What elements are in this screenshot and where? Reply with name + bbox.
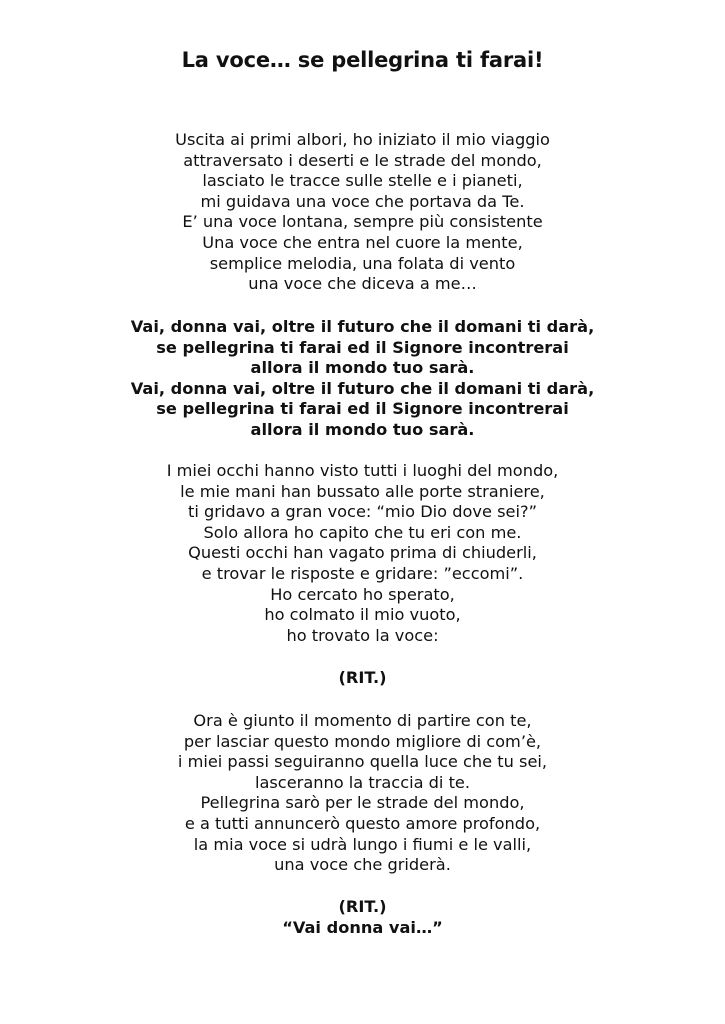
song-title: La voce… se pellegrina ti farai!	[181, 48, 544, 72]
verse-line: la mia voce si udrà lungo i fiumi e le valli,	[193, 834, 532, 854]
verse-line: lasceranno la traccia di te.	[254, 772, 471, 792]
refrain-line: se pellegrina ti farai ed il Signore incontrerai	[156, 337, 569, 357]
verse-line: per lasciar questo mondo migliore di com’è,	[183, 731, 542, 751]
stanza-2	[0, 461, 725, 646]
verse-line: ho trovato la voce:	[286, 625, 439, 645]
verse-line: Questi occhi han vagato prima di chiuderli,	[188, 543, 537, 563]
refrain-marker-2	[0, 897, 725, 938]
verse-line: lasciato le tracce sulle stelle e i pianeti,	[202, 171, 523, 191]
closing-line: “Vai donna vai…”	[282, 917, 443, 937]
refrain-marker-1	[0, 668, 725, 689]
verse-line: I miei occhi hanno visto tutti i luoghi del mondo,	[166, 461, 559, 480]
verse-line: una voce che griderà.	[274, 855, 451, 875]
verse-line: Solo allora ho capito che tu eri con me.	[203, 522, 522, 542]
verse-line: una voce che diceva a me…	[248, 274, 477, 294]
refrain-line: Vai, donna vai, oltre il futuro che il domani ti darà,	[130, 317, 595, 336]
refrain-line: Vai, donna vai, oltre il futuro che il domani ti darà,	[130, 378, 595, 398]
refrain-line: se pellegrina ti farai ed il Signore incontrerai	[156, 399, 569, 419]
verse-line: Pellegrina sarò per le strade del mondo,	[200, 793, 525, 813]
stanza-3	[0, 711, 725, 876]
refrain-line: allora il mondo tuo sarà.	[250, 358, 475, 378]
verse-line: semplice melodia, una folata di vento	[209, 253, 516, 273]
stanza-1	[0, 130, 725, 295]
verse-line: Ho cercato ho sperato,	[270, 584, 455, 604]
verse-line: e a tutti annuncerò questo amore profondo,	[184, 813, 541, 833]
verse-line: Una voce che entra nel cuore la mente,	[202, 232, 523, 252]
refrain	[0, 317, 725, 441]
refrain-marker: (RIT.)	[338, 668, 387, 687]
verse-line: Ora è giunto il momento di partire con te,	[193, 711, 532, 730]
verse-line: Uscita ai primi albori, ho iniziato il mio viaggio	[175, 130, 550, 149]
verse-line: ho colmato il mio vuoto,	[264, 605, 461, 625]
verse-line: E’ una voce lontana, sempre più consistente	[182, 212, 543, 232]
verse-line: e trovar le risposte e gridare: ”eccomi”.	[201, 563, 524, 583]
refrain-marker: (RIT.)	[338, 897, 387, 916]
verse-line: attraversato i deserti e le strade del mondo,	[183, 150, 542, 170]
verse-line: mi guidava una voce che portava da Te.	[200, 191, 525, 211]
verse-line: ti gridavo a gran voce: “mio Dio dove sei?”	[188, 502, 537, 522]
refrain-line: allora il mondo tuo sarà.	[250, 419, 475, 439]
verse-line: i miei passi seguiranno quella luce che tu sei,	[177, 752, 548, 772]
verse-line: le mie mani han bussato alle porte straniere,	[180, 481, 545, 501]
